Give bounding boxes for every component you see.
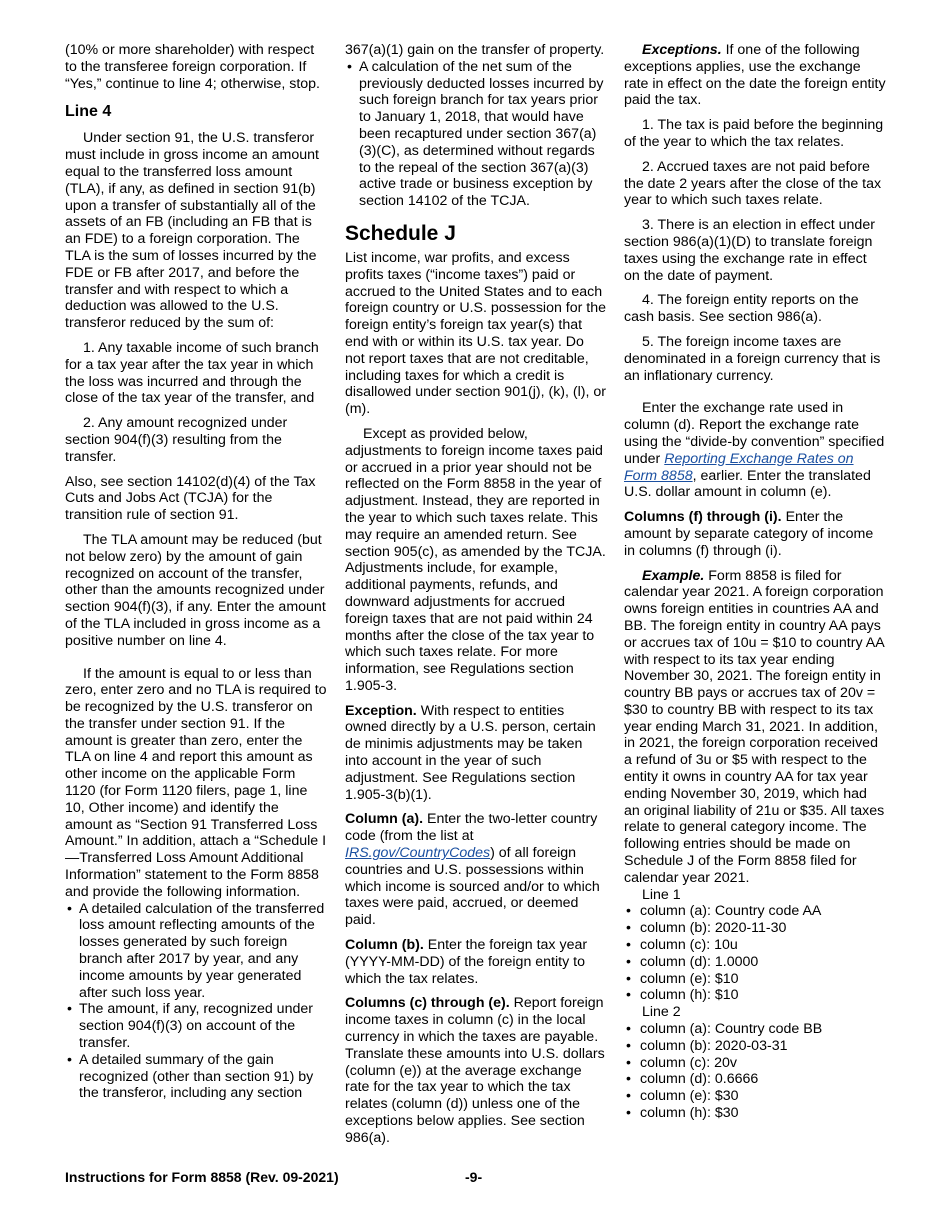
paragraph: The TLA amount may be reduced (but not below zero) by the amount of gain recognized on account of the transfer, other than the amounts recognized under section 904(f)(3), if any. Enter the amount of the TLA included in gross income as a positive number on line 4. [65,531,326,649]
line-2-label: Line 2 [642,1004,681,1021]
list-item: • column (d): 0.6666 [624,1071,886,1088]
paragraph: 2. Accrued taxes are not paid before the date 2 years after the close of the tax year to which such taxes relate. [624,158,882,209]
list-item: • column (c): 10u [624,937,886,954]
column-3 [624,42,886,1122]
paragraph-text: ) of all foreign countries and U.S. possessions within which income is sourced and/or to which taxes were paid, accrued, or deemed paid. [345,845,600,929]
paragraph: Except as provided below, adjustments to foreign income taxes paid or accrued in a prior year should not be reflected on the Form 8858 in the year of adjustment. Instead, they are reported in the year to which such taxes relate. This may require an amended return. See section 905(c), as amended by the TCJA. Adjustments include, for example, additional payments, refunds, and downward adjustments for accrued foreign taxes that are not paid within 24 months after the close of the tax year to which such taxes relate. For more information, see Regulations section 1.905-3. [345,425,606,694]
list-item: • column (a): Country code AA [624,903,886,920]
paragraph: If the amount is equal to or less than zero, enter zero and no TLA is required to be recognized by the U.S. transferor on the transfer under section 91. If the amount is greater than zero, enter the TLA on line 4 and report this amount as other income on the applicable Form 1120 (for Form 1120 filers, page 1, line 10, Other income) and identify the amount as “Section 91 Transferred Loss Amount.” In addition, attach a “Schedule I—Transferred Loss Amount Additional Information” statement to the Form 8858 and provide the following information. [65,665,327,900]
list-item: • column (e): $10 [624,971,886,988]
column-a-paragraph [345,811,607,929]
heading-schedule-j: Schedule J [345,221,456,245]
run-in-heading: Column (b). [345,937,424,954]
column-b-paragraph [345,937,607,987]
paragraph: 5. The foreign income taxes are denominated in a foreign currency that is an inflationary currency. [624,333,881,384]
paragraph: 1. Any taxable income of such branch for a tax year after the tax year in which the loss was incurred and through the close of the tax year of the transfer, and [65,339,319,407]
line-1-label: Line 1 [642,886,681,903]
paragraph: Under section 91, the U.S. transferor must include in gross income an amount equal to the transferred loss amount (TLA), if any, as defined in section 91(b) upon a transfer of substantially all of the assets of an FB (including an FB that is an FDE) to a foreign corporation. The TLA is the sum of losses incurred by the FDE or FB after 2017, and before the transfer and with respect to which a deduction was allowed to the U.S. transferor reduced by the sum of: [65,130,319,332]
list-item: • column (b): 2020-11-30 [624,920,886,937]
paragraph-text: Enter the amount by separate category of income in columns (f) through (i). [624,509,874,559]
paragraph-text: Enter the exchange rate used in column (d). Report the exchange rate using the “divide-by convention” specified under [624,400,885,467]
bullet-list [65,901,327,1103]
run-in-heading: Exceptions. [642,42,722,58]
bullet-item: • A detailed summary of the gain recognized (other than section 91) by the transferor, including any section [65,1052,327,1102]
exceptions-paragraph [624,42,886,109]
paragraph-text: , earlier. Enter the translated U.S. dollar amount in column (e). [624,467,871,501]
column-1 [65,42,327,1102]
run-in-heading: Column (a). [345,811,424,828]
paragraph-text: If one of the following exceptions applies, use the exchange rate in effect on the date the foreign entity paid the tax. [624,42,886,109]
paragraph: 4. The foreign entity reports on the cash basis. See section 986(a). [624,292,859,326]
paragraph: 2. Any amount recognized under section 904(f)(3) resulting from the transfer. [65,415,288,465]
run-in-heading: Example. [642,567,705,584]
list-item: • column (h): $30 [624,1105,886,1122]
heading-line-4: Line 4 [65,103,112,121]
exchange-rate-paragraph [624,400,886,501]
paragraph-text: Form 8858 is filed for calendar year 2021. A foreign corporation owns foreign entities in countries AA and BB. The foreign entity in country AA pays or accrues tax of 10u = $10 to country AA with respect to its tax year ending November 30, 2021. The foreign entity in country BB pays or accrues tax of 20v = $30 to country BB with respect to its tax year ending March 31, 2021. In addition, in 2021, the foreign corporation received a refund of 3u or $5 with respect to the entity it owns in country AA for tax year ending November 30, 2019, which had an original liability of 21u or $35. All taxes relate to general category income. The following entries should be made on Schedule J of the Form 8858 filed for calendar year 2021. [624,567,885,886]
paragraph: 1. The tax is paid before the beginning of the year to which the tax relates. [624,117,884,150]
columns-c-e-paragraph [345,995,607,1146]
paragraph-text: Report foreign income taxes in column (c) in the local currency in which the taxes are payable. Translate these amounts into U.S. dollars (column (e)) at the average exchange rate for the tax year to which the tax relates (column (d)) unless one of the exceptions below applies. See section 986(a). [345,995,605,1146]
example-paragraph [624,568,886,887]
run-in-heading: Exception. [345,702,417,719]
bullet-item: • A detailed calculation of the transferred loss amount reflecting amounts of the losses generated by such foreign branch after 2017 by year, and any income amounts by year generated after such loss year. [65,901,327,1002]
list-item: • column (h): $10 [624,987,886,1004]
paragraph: Also, see section 14102(d)(4) of the Tax Cuts and Jobs Act (TCJA) for the transition rule of section 91. [65,473,316,524]
list-item: • column (b): 2020-03-31 [624,1038,886,1055]
run-in-heading: Columns (c) through (e). [345,995,510,1012]
paragraph: (10% or more shareholder) with respect to the transferee foreign corporation. If “Yes,” continue to line 4; otherwise, stop. [65,42,320,92]
exception-paragraph [345,703,607,804]
paragraph: 3. There is an election in effect under section 986(a)(1)(D) to translate foreign taxes using the exchange rate in effect on the date of payment. [624,217,875,284]
list-item: • column (c): 20v [624,1055,886,1072]
country-codes-link[interactable]: IRS.gov/CountryCodes [345,845,491,862]
bullet-item: • The amount, if any, recognized under section 904(f)(3) on account of the transfer. [65,1001,327,1051]
paragraph: List income, war profits, and excess profits taxes (“income taxes”) paid or accrued to the United States and to each foreign country or U.S. possession for the foreign entity’s foreign tax year(s) that end with or within its U.S. tax year. Do not report taxes that are not creditable, including taxes for which a credit is disallowed under section 901(j), (k), (l), or (m). [345,249,607,418]
column-2 [345,42,607,1155]
reporting-exchange-rates-link[interactable]: Reporting Exchange Rates on Form 8858 [624,450,854,484]
bullet-list [345,59,607,210]
list-item: • column (a): Country code BB [624,1021,886,1038]
footer-title: Instructions for Form 8858 (Rev. 09-2021) [65,1169,339,1185]
line-2-list [624,1021,886,1122]
run-in-heading: Columns (f) through (i). [624,509,782,526]
columns-f-i-paragraph [624,509,886,559]
paragraph-text: Enter the foreign tax year (YYYY-MM-DD) of the foreign entity to which the tax relates. [345,937,588,987]
list-item: • column (e): $30 [624,1088,886,1105]
page-number: -9- [465,1169,483,1185]
list-item: • column (d): 1.0000 [624,954,886,971]
bullet-item: • A calculation of the net sum of the previously deducted losses incurred by such foreign branch for tax years prior to January 1, 2018, that would have been recaptured under section 367(a)(3)(C), as determined without regards to the repeal of the section 367(a)(3) active trade or business exception by section 14102 of the TCJA. [345,59,607,210]
paragraph: 367(a)(1) gain on the transfer of property. [345,42,605,58]
paragraph-text: Enter the two-letter country code (from the list at [345,811,598,845]
line-1-list [624,903,886,1004]
paragraph-text: With respect to entities owned directly by a U.S. person, certain de minimis adjustments may be taken into account in the year of such adjustment. See Regulations section 1.905-3(b)(1). [345,702,596,803]
